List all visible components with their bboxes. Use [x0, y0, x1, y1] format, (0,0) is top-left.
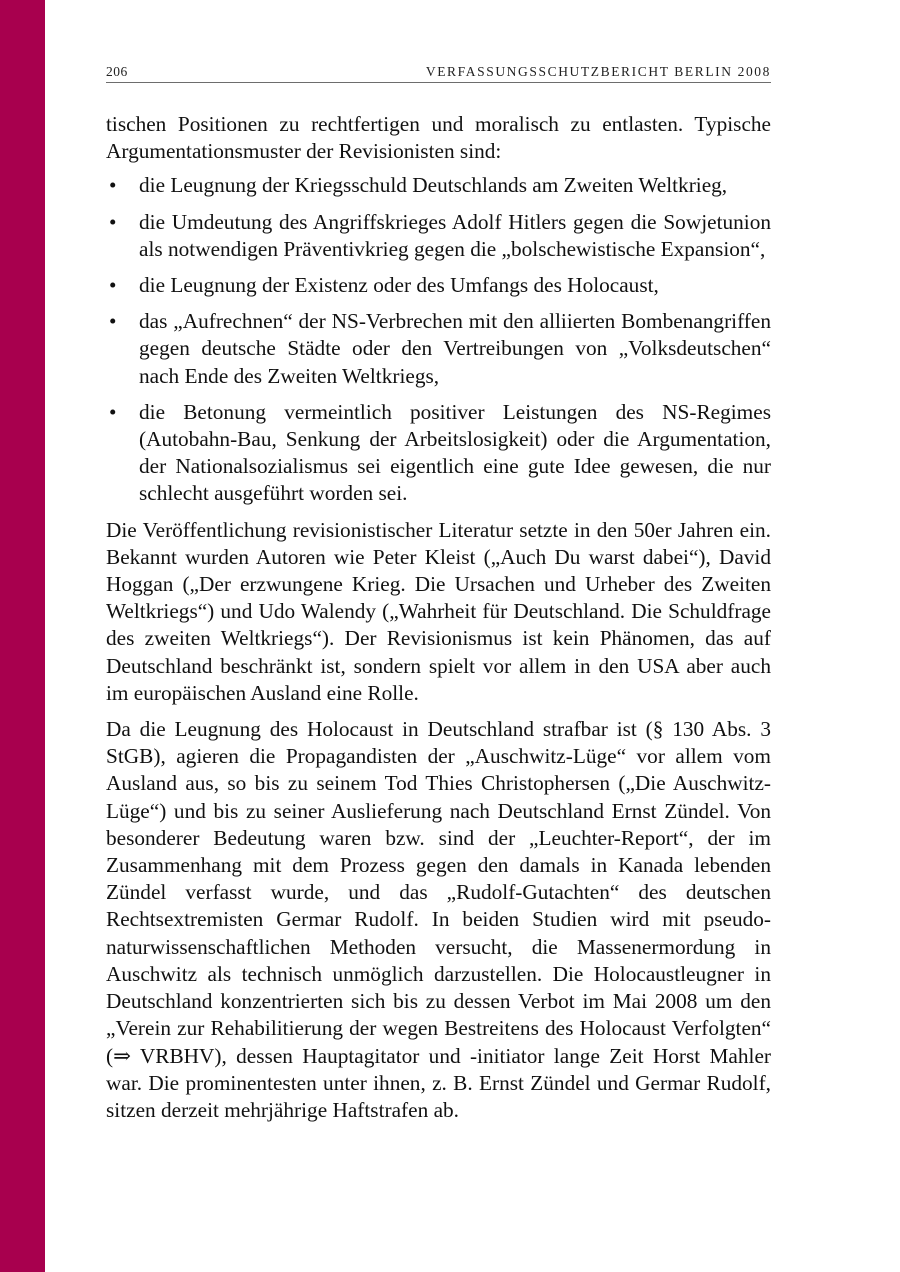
page-header	[106, 62, 771, 83]
list-item-text: die Leugnung der Existenz oder des Umfangs des Holocaust,	[139, 273, 659, 298]
bullet-icon: •	[109, 173, 117, 198]
bullet-icon: •	[109, 309, 117, 334]
list-item-text: die Umdeutung des Angriffskrieges Adolf Hitlers gegen die Sowjetunion als notwendigen Präventivkrieg gegen die „bolschewistische Expansion“,	[139, 209, 771, 261]
body-text	[106, 111, 771, 1124]
page-number: 206	[106, 64, 128, 79]
list-item	[106, 209, 771, 263]
bullet-icon: •	[109, 209, 117, 234]
list-item-text: die Betonung vermeintlich positiver Leistungen des NS-Regimes (Autobahn-Bau, Senkung der Arbeitslosigkeit) oder die Argumentation, der Nationalsozialismus sei eigentlich eine gute Idee gewesen, die nur schlecht ausgeführt worden sei.	[139, 399, 771, 506]
running-title: VERFASSUNGSSCHUTZBERICHT BERLIN 2008	[425, 64, 771, 79]
list-item	[106, 272, 771, 299]
bullet-icon: •	[109, 273, 117, 298]
side-color-bar	[0, 0, 45, 1272]
argument-list	[106, 172, 771, 507]
bullet-icon: •	[109, 399, 117, 424]
intro-paragraph: tischen Positionen zu rechtfertigen und moralisch zu entlasten. Typische Argumentationsmuster der Revisionisten sind:	[106, 112, 771, 164]
list-item	[106, 172, 771, 199]
list-item	[106, 399, 771, 508]
holocaust-denial-paragraph: Da die Leugnung des Holocaust in Deutschland strafbar ist (§ 130 Abs. 3 StGB), agieren die Propagandisten der „Auschwitz-Lüge“ vor allem vom Ausland aus, so bis zu seinem Tod Thies Christophersen („Die Auschwitz-Lüge“) und bis zu seiner Auslieferung nach Deutschland Ernst Zündel. Von besonderer Bedeutung waren bzw. sind der „Leuchter-Report“, der im Zusammenhang mit dem Prozess gegen den damals in Kanada lebenden Zündel verfasst wurde, und das „Rudolf-Gutachten“ des deutschen Rechtsextremisten Germar Rudolf. In beiden Studien wird mit pseudo-naturwissenschaftlichen Methoden versucht, die Massenermordung in Auschwitz als technisch unmöglich darzustellen. Die Holocaustleugner in Deutschland konzentrierten sich bis zu dessen Verbot im Mai 2008 um den „Verein zur Rehabilitierung der wegen Bestreitens des Holocaust Verfolgten“ (⇒ VRBHV), dessen Hauptagitator und -initiator lange Zeit Horst Mahler war. Die prominentesten unter ihnen, z. B. Ernst Zündel und Germar Rudolf, sitzen derzeit mehrjährige Haftstrafen ab.	[106, 717, 771, 1122]
list-item	[106, 308, 771, 390]
list-item-text: die Leugnung der Kriegsschuld Deutschlands am Zweiten Weltkrieg,	[139, 173, 728, 198]
literature-paragraph: Die Veröffentlichung revisionistischer Literatur setzte in den 50er Jahren ein. Bekannt wurden Autoren wie Peter Kleist („Auch Du warst dabei“), David Hoggan („Der erzwungene Krieg. Die Ursachen und Urheber des Zweiten Weltkriegs“) und Udo Walendy („Wahrheit für Deutschland. Die Schuldfrage des zweiten Weltkriegs“). Der Revisionismus ist kein Phänomen, das auf Deutschland beschränkt ist, sondern spielt vor allem in den USA aber auch im europäischen Ausland eine Rolle.	[106, 517, 771, 705]
list-item-text: das „Aufrechnen“ der NS-Verbrechen mit den alliierten Bombenangriffen gegen deutsche Städte oder den Vertreibungen von „Volksdeutschen“ nach Ende des Zweiten Weltkriegs,	[139, 309, 771, 388]
